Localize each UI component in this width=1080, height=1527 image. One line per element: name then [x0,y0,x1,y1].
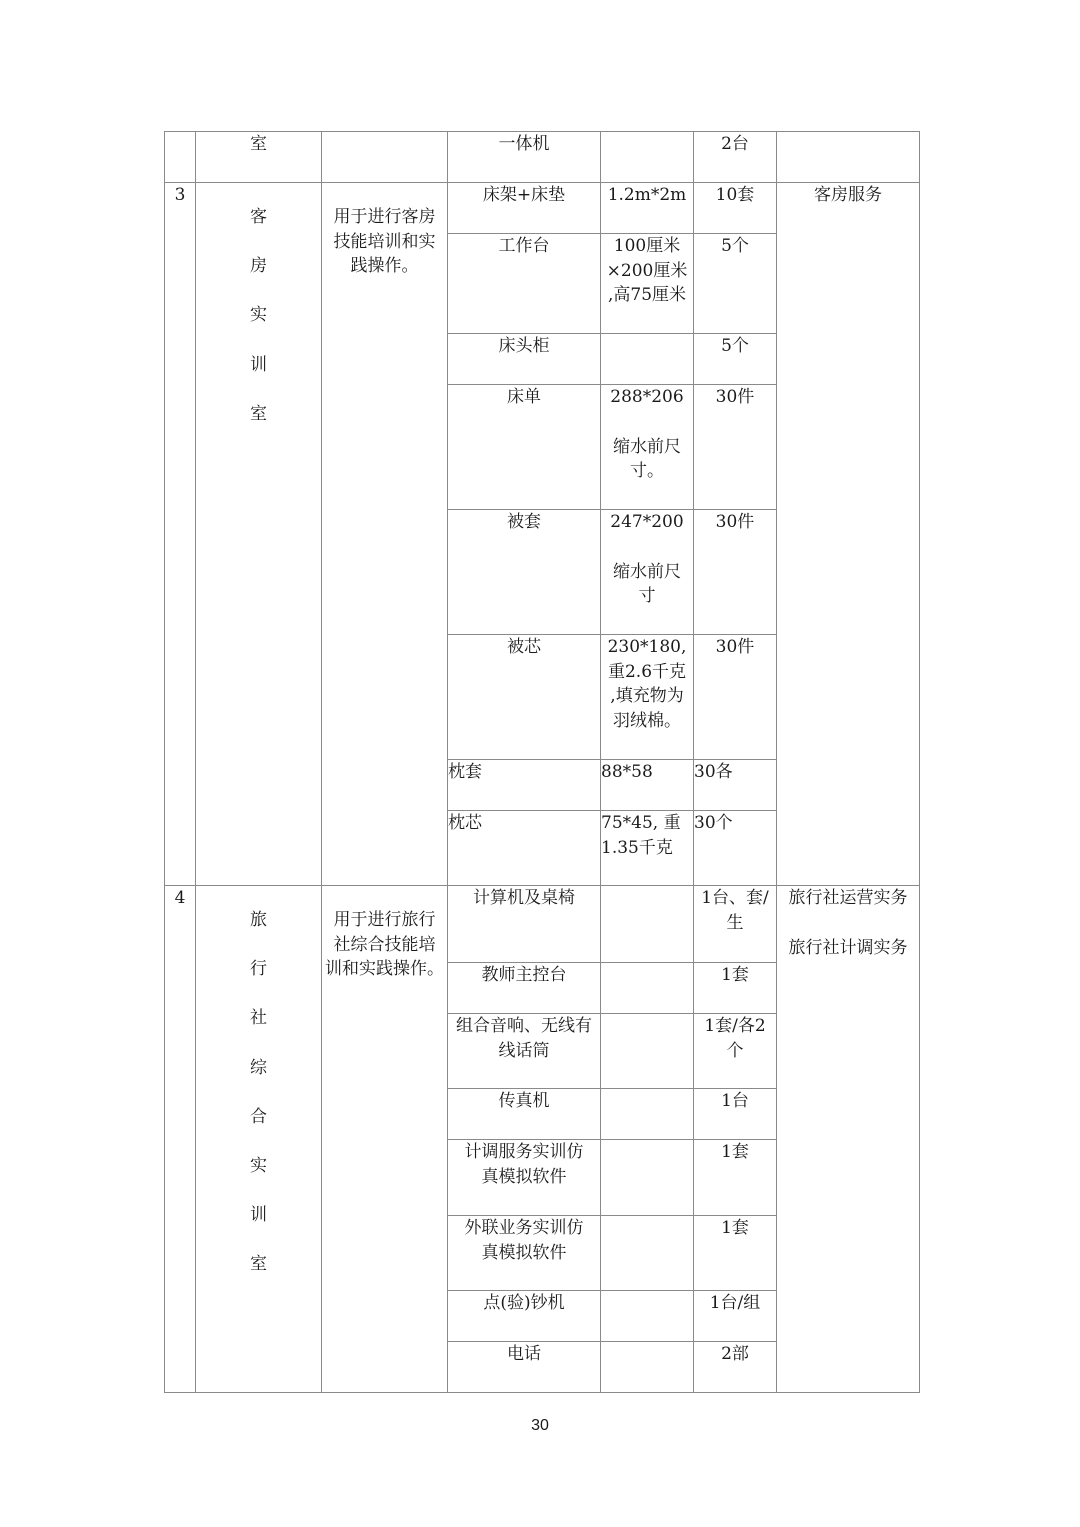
room-name-tail: 室 [196,132,322,183]
table-row [165,183,920,234]
room-name-vertical [196,886,322,1393]
item-name: 教师主控台 [448,963,601,1014]
item-name: 枕套 [448,760,601,811]
item-qty: 1套 [694,1216,777,1291]
item-spec [601,1216,694,1291]
table-row [165,886,920,963]
item-qty: 30件 [694,510,777,635]
item-qty: 5个 [694,234,777,334]
item-qty: 30各 [694,760,777,811]
room-char: 合 [250,1106,267,1127]
room-char: 旅 [250,910,267,930]
room-char: 综 [250,1057,267,1078]
item-name: 计调服务实训仿 真模拟软件 [448,1140,601,1216]
item-name: 点(验)钞机 [448,1291,601,1342]
item-name: 床单 [448,385,601,510]
course-names: 旅行社运营实务 旅行社计调实务 [777,886,920,1393]
item-spec: 75*45, 重 1.35千克 [601,811,694,886]
item-qty: 1套 [694,963,777,1014]
item-qty: 1套 [694,1140,777,1216]
row-number: 4 [165,886,196,1393]
item-name: 传真机 [448,1089,601,1140]
item-spec: 247*200 缩水前尺 寸 [601,510,694,635]
item-qty: 30个 [694,811,777,886]
item-spec: 88*58 [601,760,694,811]
equipment-table [164,131,920,1393]
cell-num [165,132,196,183]
room-char: 实 [250,305,267,326]
item-name: 枕芯 [448,811,601,886]
room-char: 训 [250,354,267,375]
item-name: 工作台 [448,234,601,334]
cell-desc [322,132,448,183]
item-spec: 230*180, 重2.6千克 ,填充物为 羽绒棉。 [601,635,694,760]
item-name: 床头柜 [448,334,601,385]
room-description: 用于进行客房 技能培训和实 践操作。 [322,183,448,886]
item-name: 组合音响、无线有 线话筒 [448,1014,601,1089]
item-qty: 1台 [694,1089,777,1140]
room-char: 室 [250,403,267,424]
room-char: 客 [250,207,267,227]
room-char: 实 [250,1155,267,1176]
room-description: 用于进行旅行 社综合技能培 训和实践操作。 [322,886,448,1393]
item-name: 被芯 [448,635,601,760]
item-spec: 1.2m*2m [601,183,694,234]
item-name: 外联业务实训仿 真模拟软件 [448,1216,601,1291]
item-name: 床架+床垫 [448,183,601,234]
row-number: 3 [165,183,196,886]
item-spec [601,1342,694,1393]
cell-course [777,132,920,183]
room-char: 社 [250,1008,267,1029]
item-qty: 1套/各2 个 [694,1014,777,1089]
item-spec [601,1014,694,1089]
item-qty: 10套 [694,183,777,234]
course-name: 客房服务 [777,183,920,886]
item-qty: 5个 [694,334,777,385]
item-spec [601,334,694,385]
item-qty: 2部 [694,1342,777,1393]
item-qty: 30件 [694,385,777,510]
item-spec [601,1291,694,1342]
item-spec [601,132,694,183]
item-spec [601,1089,694,1140]
item-name: 计算机及桌椅 [448,886,601,963]
item-spec: 288*206 缩水前尺 寸。 [601,385,694,510]
table-row [165,132,920,183]
item-qty: 1台/组 [694,1291,777,1342]
room-char: 房 [250,256,267,277]
item-spec [601,963,694,1014]
item-name: 一体机 [448,132,601,183]
room-char: 行 [250,959,267,980]
item-name: 电话 [448,1342,601,1393]
item-spec: 100厘米 ×200厘米 ,高75厘米 [601,234,694,334]
room-char: 室 [250,1254,267,1275]
item-spec [601,1140,694,1216]
item-qty: 30件 [694,635,777,760]
item-spec [601,886,694,963]
room-name-vertical [196,183,322,886]
item-qty: 2台 [694,132,777,183]
room-char: 训 [250,1205,267,1226]
item-qty: 1台、套/ 生 [694,886,777,963]
page-number: 30 [531,1417,549,1434]
item-name: 被套 [448,510,601,635]
